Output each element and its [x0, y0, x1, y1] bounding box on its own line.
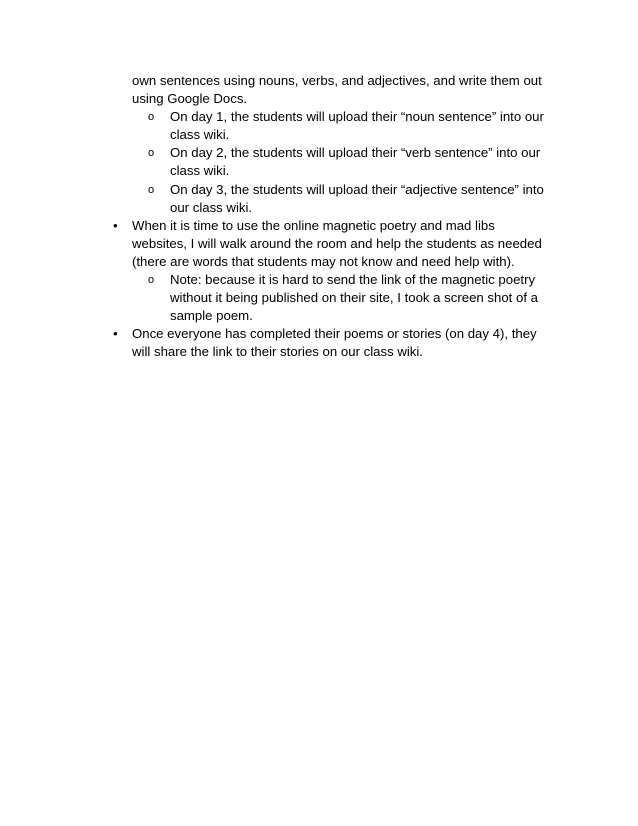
hollow-bullet-icon: o [148, 111, 155, 124]
hollow-bullet-icon: o [148, 147, 155, 160]
list-item [113, 325, 553, 361]
document-body [113, 72, 553, 362]
bullet-icon: • [113, 326, 118, 342]
hollow-bullet-icon: o [148, 274, 155, 287]
sub-list-item-text: On day 1, the students will upload their “noun sentence” into our class wiki. [170, 109, 544, 143]
sub-list-item-text: Note: because it is hard to send the link of the magnetic poetry without it being published on their site, I took a screen shot of a sample poem. [170, 272, 539, 324]
sub-list-item [113, 144, 553, 180]
bullet-icon: • [113, 217, 118, 233]
hollow-bullet-icon: o [148, 183, 155, 196]
sub-list-item [113, 181, 553, 217]
sub-list-item-text: On day 2, the students will upload their “verb sentence” into our class wiki. [170, 145, 541, 179]
continued-paragraph: own sentences using nouns, verbs, and adjectives, and write them out using Google Docs. [132, 73, 542, 107]
sub-list-item [113, 108, 553, 144]
sub-list-item [113, 271, 553, 325]
list-item-text: When it is time to use the online magnetic poetry and mad libs websites, I will walk around the room and help the students as needed (there are words that students may not know and need help with). [132, 217, 542, 269]
list-item [113, 217, 553, 271]
sub-list-item-text: On day 3, the students will upload their “adjective sentence” into our class wiki. [170, 181, 544, 215]
list-item-text: Once everyone has completed their poems or stories (on day 4), they will share the link to their stories on our class wiki. [132, 326, 537, 360]
